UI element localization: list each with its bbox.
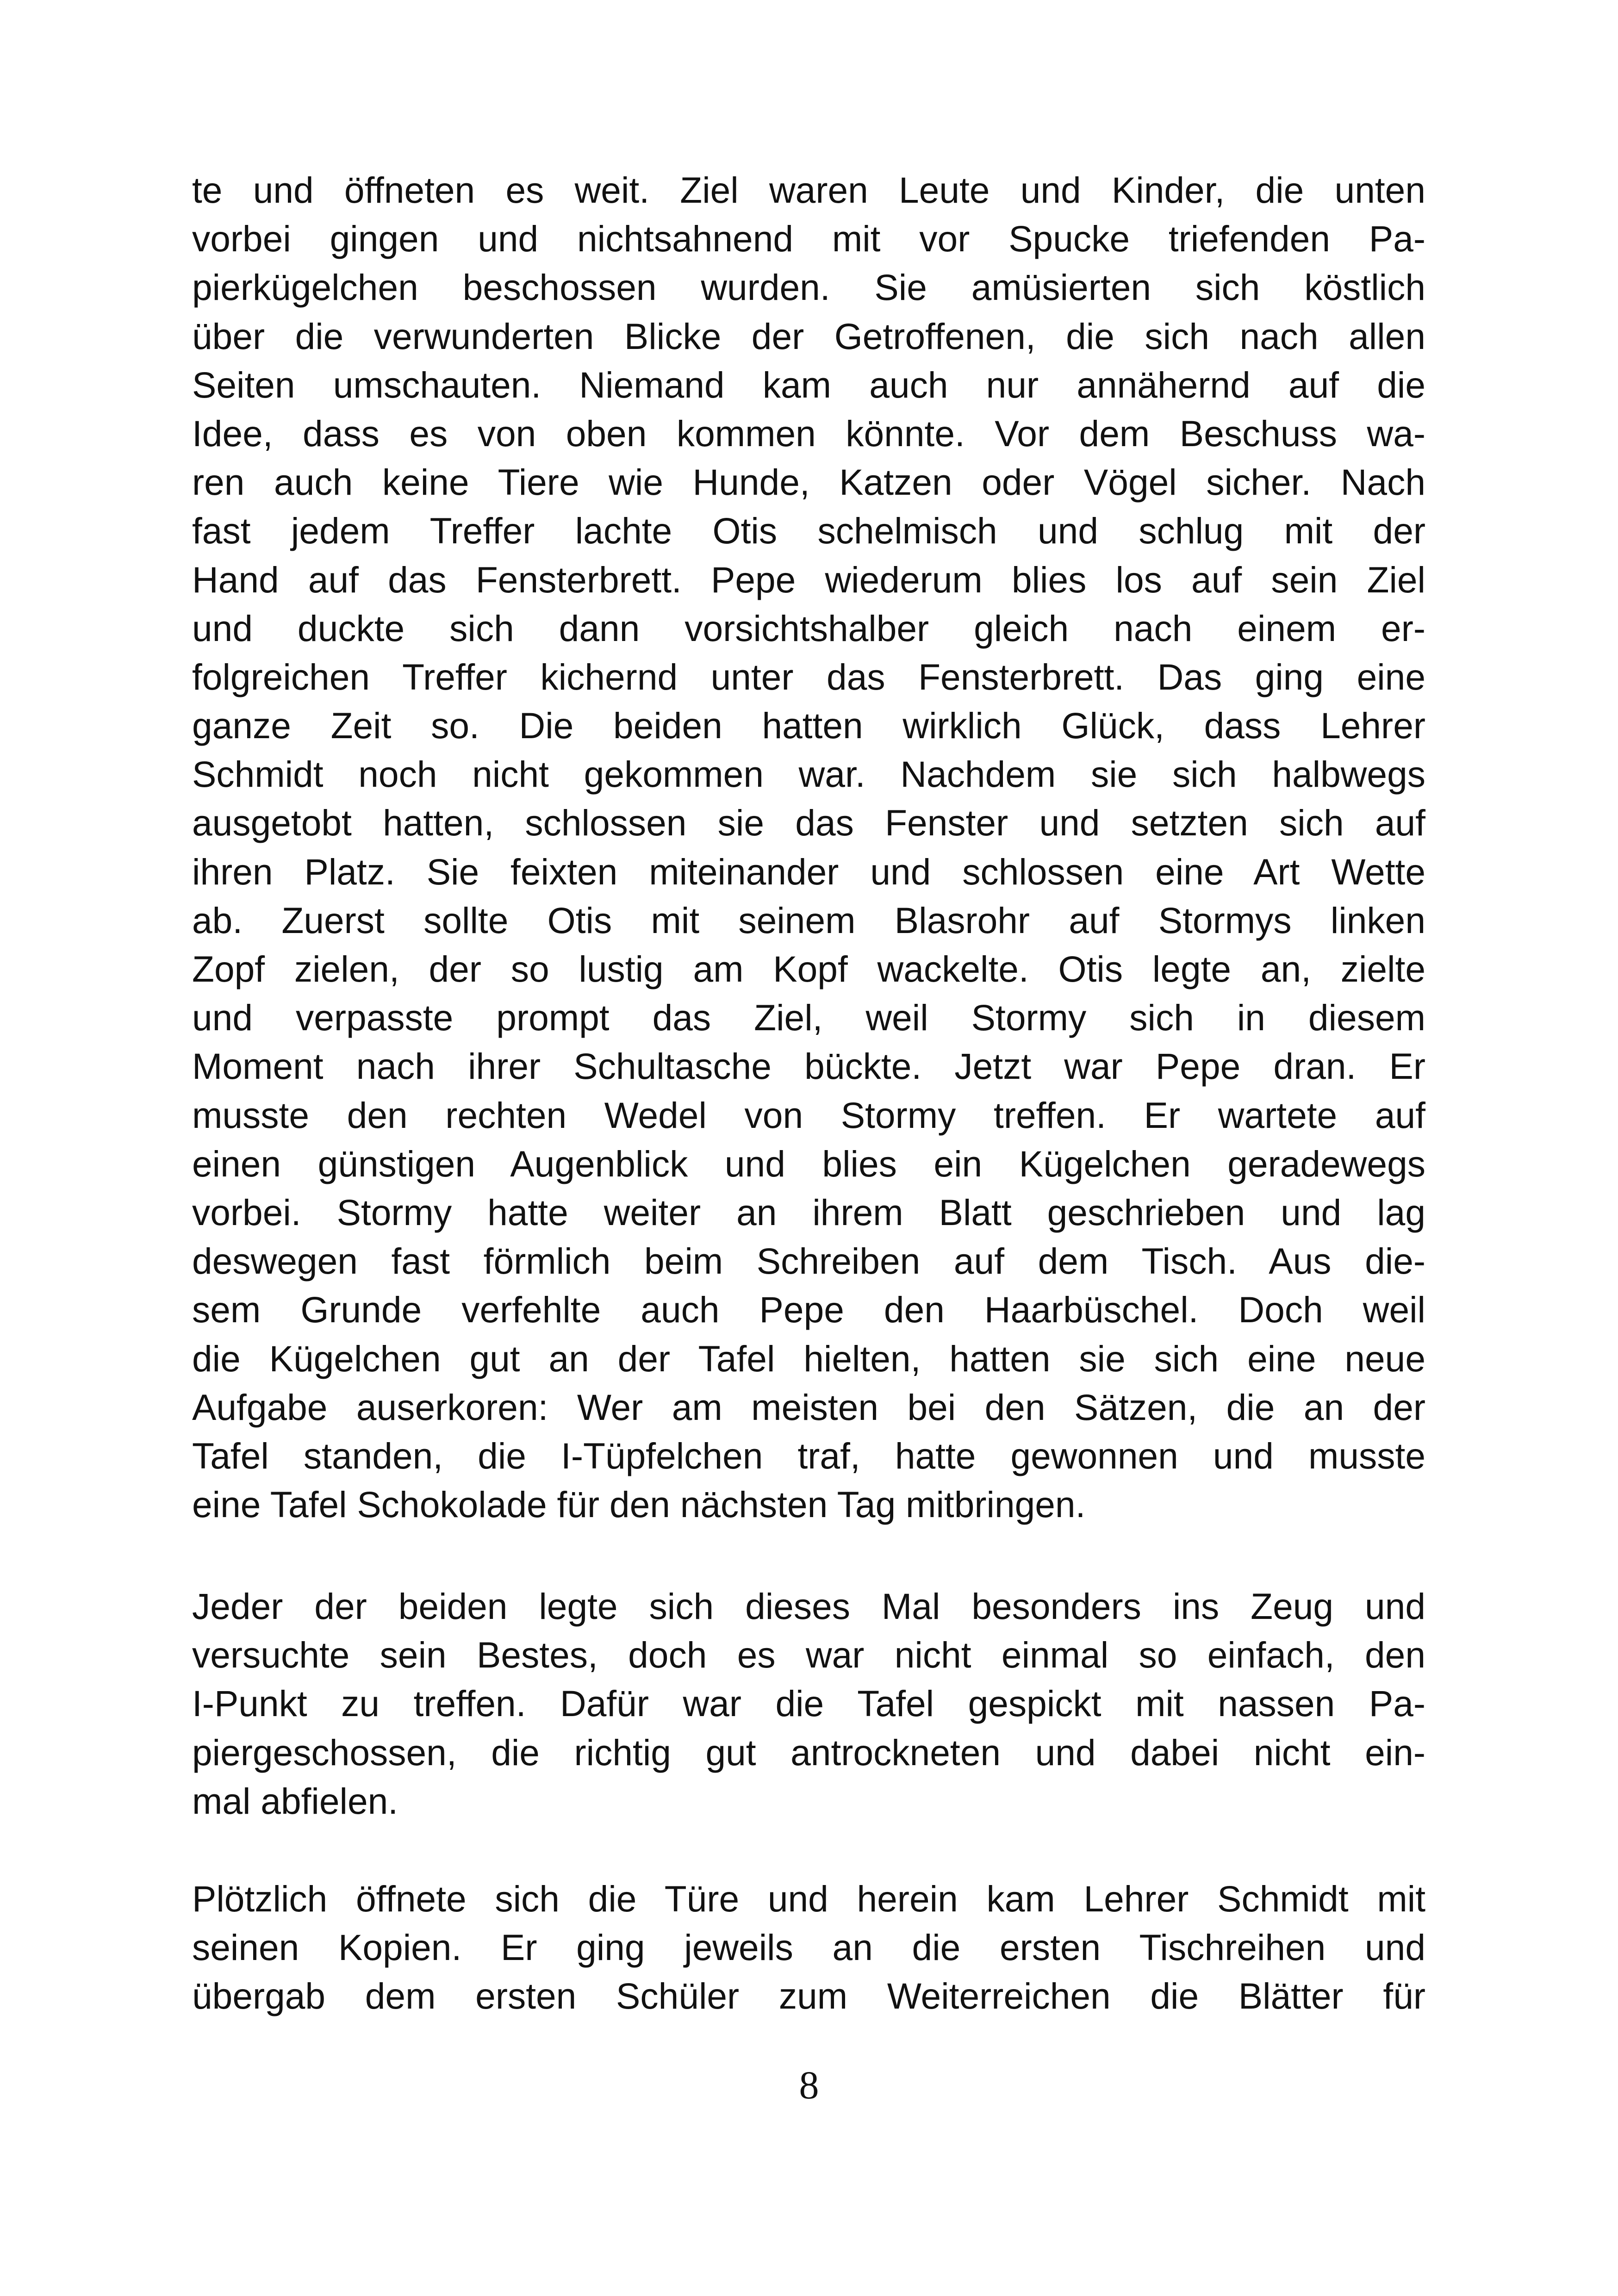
text-line: versuchte sein Bestes, doch es war nicht einmal so einfach, den — [192, 1635, 1425, 1676]
text-line: I-Punkt zu treffen. Dafür war die Tafel gespickt mit nassen Pa- — [192, 1683, 1425, 1724]
text-line: die Kügelchen gut an der Tafel hielten, hatten sie sich eine neue — [192, 1338, 1425, 1379]
paragraph-1 — [192, 166, 1425, 1529]
text-line: und verpasste prompt das Ziel, weil Stormy sich in diesem — [192, 997, 1425, 1039]
text-line: Moment nach ihrer Schultasche bückte. Jetzt war Pepe dran. Er — [192, 1046, 1425, 1087]
text-line: Jeder der beiden legte sich dieses Mal besonders ins Zeug und — [192, 1586, 1425, 1627]
text-line: ausgetobt hatten, schlossen sie das Fenster und setzten sich auf — [192, 803, 1425, 844]
text-line: Hand auf das Fensterbrett. Pepe wiederum blies los auf sein Ziel — [192, 559, 1425, 600]
paragraph-3 — [192, 1875, 1425, 2021]
text-line: und duckte sich dann vorsichtshalber gleich nach einem er- — [192, 608, 1425, 649]
text-line: ganze Zeit so. Die beiden hatten wirklich Glück, dass Lehrer — [192, 705, 1425, 747]
text-line: mal abfielen. — [192, 1780, 398, 1822]
text-line: Zopf zielen, der so lustig am Kopf wackelte. Otis legte an, zielte — [192, 949, 1425, 989]
text-line: einen günstigen Augenblick und blies ein Kügelchen geradewegs — [192, 1143, 1425, 1184]
text-line: musste den rechten Wedel von Stormy treffen. Er wartete auf — [192, 1095, 1425, 1136]
text-line: über die verwunderten Blicke der Getroffenen, die sich nach allen — [192, 316, 1425, 357]
text-line: übergab dem ersten Schüler zum Weiterreichen die Blätter für — [192, 1976, 1425, 2017]
text-line: vorbei. Stormy hatte weiter an ihrem Blatt geschrieben und lag — [192, 1192, 1425, 1233]
text-line: fast jedem Treffer lachte Otis schelmisch und schlug mit der — [192, 510, 1425, 552]
text-line: Idee, dass es von oben kommen könnte. Vor dem Beschuss wa- — [192, 413, 1425, 454]
text-line: eine Tafel Schokolade für den nächsten Tag mitbringen. — [192, 1484, 1086, 1525]
text-line: vorbei gingen und nichtsahnend mit vor Spucke triefenden Pa- — [192, 218, 1425, 260]
text-line: ab. Zuerst sollte Otis mit seinem Blasrohr auf Stormys linken — [192, 900, 1425, 941]
text-line: sem Grunde verfehlte auch Pepe den Haarbüschel. Doch weil — [192, 1289, 1425, 1331]
text-line: ren auch keine Tiere wie Hunde, Katzen oder Vögel sicher. Nach — [192, 462, 1425, 503]
paragraph-2 — [192, 1582, 1425, 1826]
text-line: piergeschossen, die richtig gut antrockneten und dabei nicht ein- — [192, 1732, 1425, 1773]
text-line: Tafel standen, die I-Tüpfelchen traf, hatte gewonnen und musste — [192, 1435, 1425, 1476]
text-line: Schmidt noch nicht gekommen war. Nachdem sie sich halbwegs — [192, 754, 1425, 795]
text-line: ihren Platz. Sie feixten miteinander und schlossen eine Art Wette — [192, 851, 1425, 892]
page-number: 8 — [799, 2063, 819, 2107]
text-line: Aufgabe auserkoren: Wer am meisten bei den Sätzen, die an der — [192, 1387, 1425, 1428]
text-line: deswegen fast förmlich beim Schreiben auf dem Tisch. Aus die- — [192, 1241, 1425, 1282]
text-line: pierkügelchen beschossen wurden. Sie amüsierten sich köstlich — [192, 267, 1425, 308]
text-line: te und öffneten es weit. Ziel waren Leute und Kinder, die unten — [192, 170, 1425, 211]
text-line: Seiten umschauten. Niemand kam auch nur annähernd auf die — [192, 364, 1425, 405]
text-line: folgreichen Treffer kichernd unter das Fensterbrett. Das ging eine — [192, 656, 1425, 697]
text-line: seinen Kopien. Er ging jeweils an die ersten Tischreihen und — [192, 1927, 1425, 1968]
text-line: Plötzlich öffnete sich die Türe und herein kam Lehrer Schmidt mit — [192, 1879, 1425, 1919]
